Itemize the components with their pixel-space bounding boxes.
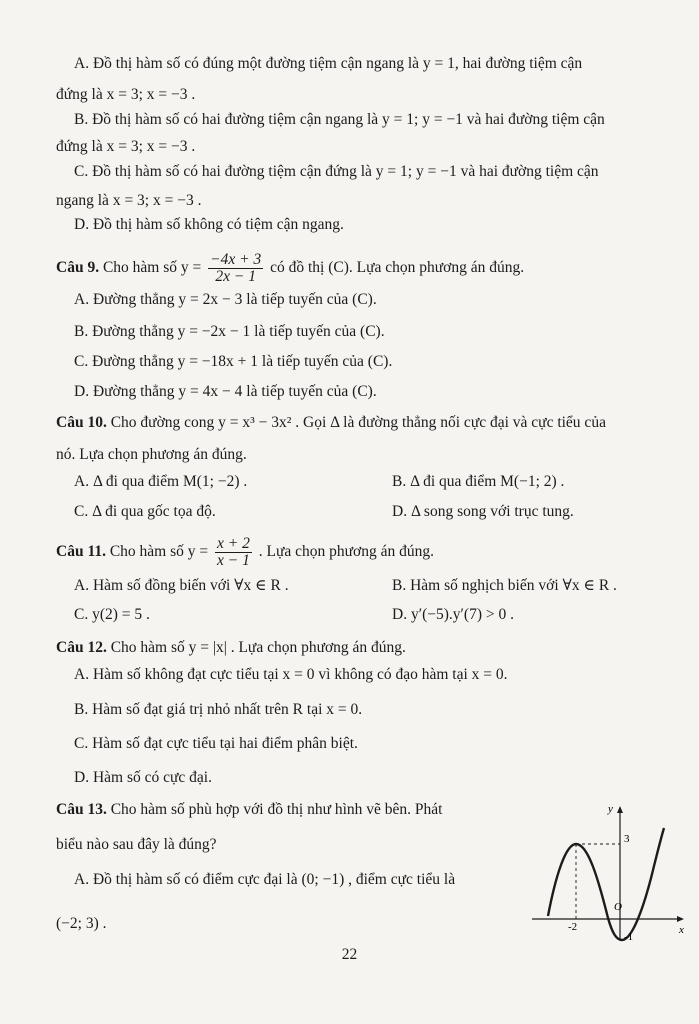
q9-prefix: Cho hàm số y = (102, 259, 202, 277)
q12-option-c: C. Hàm số đạt cực tiểu tại hai điểm phân biệt. (74, 735, 358, 752)
q9-option-a: A. Đường thẳng y = 2x − 3 là tiếp tuyến của (C). (74, 291, 377, 308)
q11-option-b: B. Hàm số nghịch biến với ∀x ∈ R . (392, 577, 617, 594)
q12-option-b: B. Hàm số đạt giá trị nhỏ nhất trên R tại x = 0. (74, 701, 363, 718)
q8-option-b-line2: đứng là x = 3; x = −3 . (56, 138, 196, 155)
q10-option-b: B. Δ đi qua điểm M(−1; 2) . (392, 473, 565, 490)
q13-stem-line2: biểu nào sau đây là đúng? (56, 836, 217, 853)
q13-line1: Cho hàm số phù hợp với đồ thị như hình vẽ bên. Phát (110, 801, 443, 818)
q8-option-c-line1: C. Đồ thị hàm số có hai đường tiệm cận đứng là y = 1; y = −1 và hai đường tiệm cận (74, 163, 599, 180)
origin-label: O (614, 901, 622, 913)
q8-option-a-line1: A. Đồ thị hàm số có đúng một đường tiệm cận ngang là y = 1, hai đường tiệm cận (74, 55, 583, 72)
q11-prefix: Cho hàm số y = (109, 543, 209, 561)
q8-option-c-line2: ngang là x = 3; x = −3 . (56, 192, 202, 209)
q12-stem (56, 638, 406, 658)
x-axis-arrow-icon (677, 916, 684, 922)
q10-line1: Cho đường cong y = x³ − 3x² . Gọi Δ là đường thẳng nối cực đại và cực tiểu của (110, 414, 606, 431)
q11-suffix: . Lựa chọn phương án đúng. (258, 543, 434, 561)
q10-option-d: D. Δ song song với trục tung. (392, 503, 574, 520)
q13-label: Câu 13. (56, 801, 107, 818)
q11-frac-den: x − 1 (217, 552, 250, 569)
q9-frac-num: −4x + 3 (210, 251, 262, 268)
q10-label: Câu 10. (56, 414, 107, 431)
q8-option-a-line2: đứng là x = 3; x = −3 . (56, 86, 196, 103)
q13-function-graph (528, 798, 690, 948)
q9-stem (56, 252, 524, 285)
q11-option-d: D. y′(−5).y′(7) > 0 . (392, 606, 514, 623)
q11-stem (56, 536, 434, 569)
q12-option-d: D. Hàm số có cực đại. (74, 769, 212, 786)
q9-suffix: có đồ thị (C). Lựa chọn phương án đúng. (270, 259, 525, 277)
q13-option-a-line1: A. Đồ thị hàm số có điểm cực đại là (0; −1) , điểm cực tiểu là (74, 871, 456, 888)
q11-frac-num: x + 2 (217, 535, 250, 552)
q9-fraction (208, 252, 263, 285)
q10-stem-line2: nó. Lựa chọn phương án đúng. (56, 446, 247, 463)
q10-option-c: C. Δ đi qua gốc tọa độ. (74, 503, 216, 520)
q8-option-d: D. Đồ thị hàm số không có tiệm cận ngang. (74, 216, 344, 233)
q13-stem-line1 (56, 800, 442, 820)
q12-line1: Cho hàm số y = |x| . Lựa chọn phương án đúng. (110, 639, 406, 656)
q10-option-a: A. Δ đi qua điểm M(1; −2) . (74, 473, 248, 490)
y-axis-arrow-icon (617, 806, 623, 813)
x-axis-label: x (679, 924, 684, 936)
q12-label: Câu 12. (56, 639, 107, 656)
tick-neg1: -1 (624, 931, 634, 943)
q13-option-a-line2: (−2; 3) . (56, 915, 107, 932)
q11-label: Câu 11. (56, 543, 106, 561)
q8-option-b-line1: B. Đồ thị hàm số có hai đường tiệm cận ngang là y = 1; y = −1 và hai đường tiệm cận (74, 111, 605, 128)
q12-option-a: A. Hàm số không đạt cực tiểu tại x = 0 vì không có đạo hàm tại x = 0. (74, 666, 508, 683)
q9-option-d: D. Đường thẳng y = 4x − 4 là tiếp tuyến của (C). (74, 383, 377, 400)
tick-neg2: -2 (568, 921, 578, 933)
q9-label: Câu 9. (56, 259, 100, 277)
q11-fraction (215, 536, 252, 569)
q11-option-c: C. y(2) = 5 . (74, 606, 150, 623)
tick-3: 3 (624, 833, 630, 845)
q10-stem-line1 (56, 413, 606, 433)
q9-option-c: C. Đường thẳng y = −18x + 1 là tiếp tuyến của (C). (74, 353, 393, 370)
q11-option-a: A. Hàm số đồng biến với ∀x ∈ R . (74, 577, 289, 594)
function-curve (548, 828, 664, 940)
page-number: 22 (341, 946, 358, 963)
q9-option-b: B. Đường thẳng y = −2x − 1 là tiếp tuyến của (C). (74, 323, 385, 340)
y-axis-label: y (608, 803, 613, 815)
q9-frac-den: 2x − 1 (215, 268, 256, 285)
